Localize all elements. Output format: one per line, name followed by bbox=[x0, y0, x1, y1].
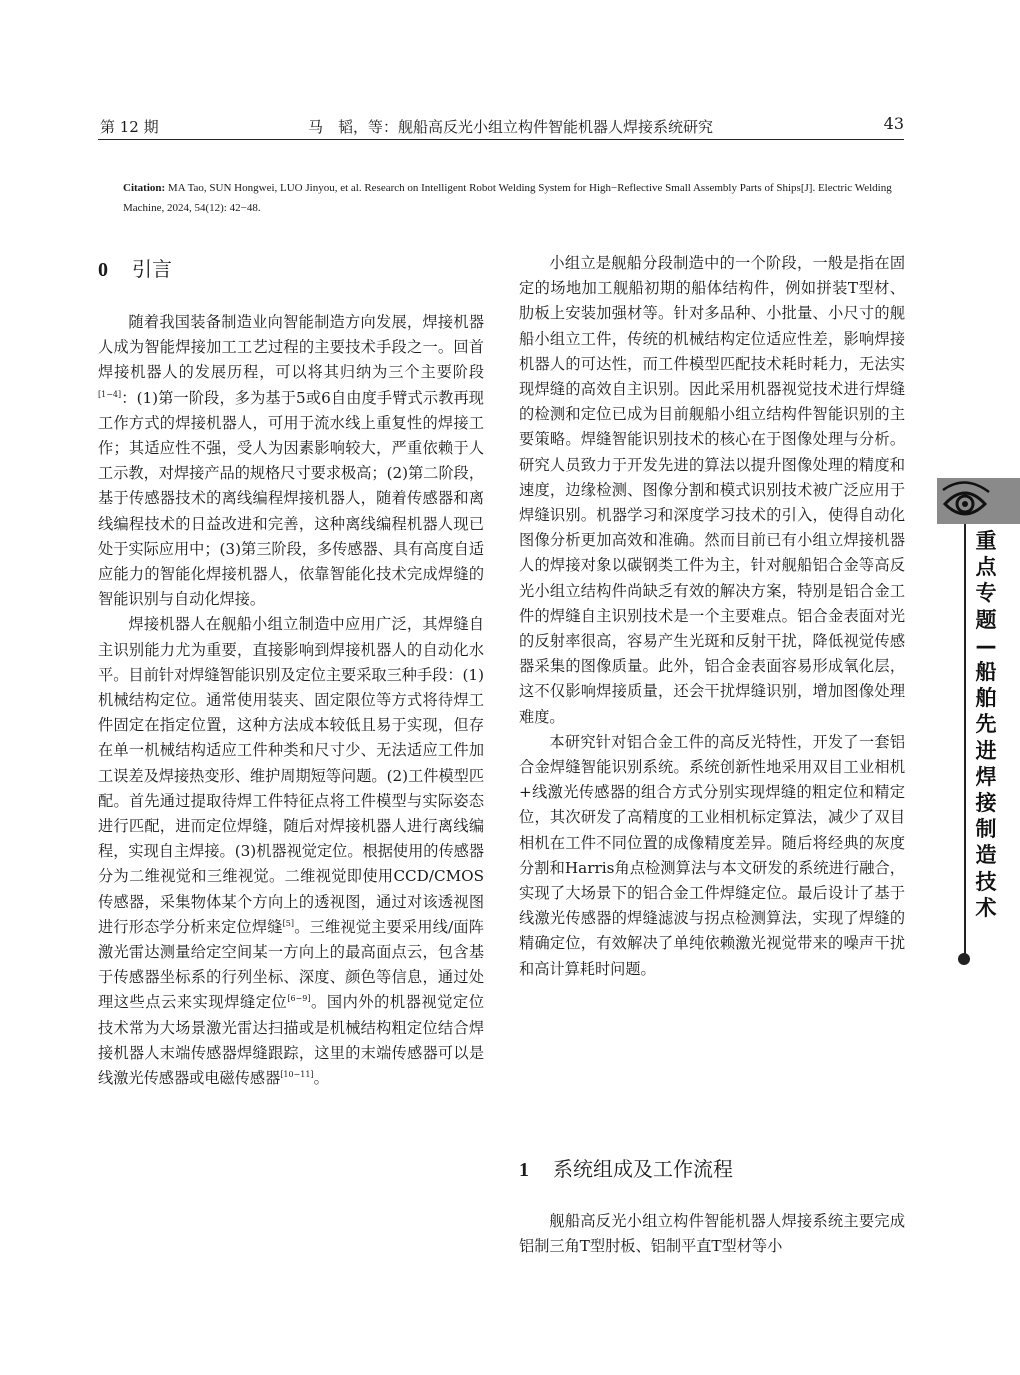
paragraph: 舰船高反光小组立构件智能机器人焊接系统主要完成铝制三角T型肘板、铝制平直T型材等小 bbox=[519, 1212, 905, 1256]
citation-ref: [10−11] bbox=[280, 1070, 314, 1080]
side-label-char: 焊 bbox=[975, 764, 997, 789]
paragraph: 小组立是舰船分段制造中的一个阶段，一般是指在固定的场地加工舰船初期的船体结构件，例如拼装T型材、肋板上安装加强材等。针对多品种、小批量、小尺寸的舰船小组立工件，传统的机械结构定位适应性差，影响焊接机器人的可达性，而工件模型匹配技术耗时耗力，无法实现焊缝的高效自主识别。因此采用机器视觉技术进行焊缝的检测和定位已成为目前舰船小组立结构件智能识别的主要策略。焊缝智能识别技术的核心在于图像处理与分析。研究人员致力于开发先进的算法以提升图像处理的精度和速度，边缘检测、图像分割和模式识别技术被广泛应用于焊缝识别。机器学习和深度学习技术的引入，使得自动化图像分析更加高效和准确。然而目前已有小组立焊接机器人的焊接对象以碳钢类工件为主，针对舰船铝合金等高反光小组立结构件尚缺乏有效的解决方案，特别是铝合金工件的焊缝自主识别技术是一个主要难点。铝合金表面对光的反射率很高，容易产生光斑和反射干扰，降低视觉传感器采集的图像质量。此外，铝合金表面容易形成氧化层，这不仅影响焊接质量，还会干扰焊缝识别，增加图像处理难度。 bbox=[519, 254, 905, 726]
paragraph-text: 。国内外的机器视觉定位技术常为大场景激光雷达扫描或是机械结构粗定位结合焊接机器人末端传感器焊缝跟踪，这里的末端传感器可以是线激光传感器或电磁传感器 bbox=[98, 993, 485, 1088]
side-label-char: 制 bbox=[975, 817, 997, 842]
left-column bbox=[98, 310, 484, 1091]
side-label-char: 题 bbox=[975, 607, 997, 632]
section-number: 1 bbox=[519, 1159, 529, 1181]
paragraph bbox=[98, 612, 484, 1091]
running-title: 马 韬，等：舰船高反光小组立构件智能机器人焊接系统研究 bbox=[308, 118, 714, 136]
side-label-char: 先 bbox=[975, 712, 997, 737]
eye-icon bbox=[937, 478, 1020, 524]
right-column bbox=[519, 251, 905, 982]
side-label-char: 技 bbox=[975, 869, 997, 894]
paragraph-text: ：(1)第一阶段，多为基于5或6自由度手臂式示教再现工作方式的焊接机器人，可用于流水线上重复性的焊接工作；其适应性不强，受人为因素影响较大，严重依赖于人工示教，对焊接产品的规格尺寸要求极高；(2)第二阶段，基于传感器技术的离线编程焊接机器人，随着传感器和离线编程技术的日益改进和完善，这种离线编程机器人现已处于实际应用中；(3)第三阶段，多传感器、具有高度自适应能力的智能化焊接机器人，依靠智能化技术完成焊缝的智能识别与自动化焊接。 bbox=[98, 388, 485, 609]
paragraph: 本研究针对铝合金工件的高反光特性，开发了一套铝合金焊缝智能识别系统。系统创新性地采用双目工业相机+线激光传感器的组合方式分别实现焊缝的粗定位和精定位，其次研发了高精度的工业相机标定算法，减少了双目相机在工件不同位置的成像精度差异。随后将经典的灰度分割和Harris角点检测算法与本文研发的系统进行融合，实现了大场景下的铝合金工件焊缝定位。最后设计了基于线激光传感器的焊缝滤波与拐点检测算法，实现了焊缝的精确定位，有效解决了单纯依赖激光视觉带来的噪声干扰和高计算耗时问题。 bbox=[519, 732, 905, 978]
page-number: 43 bbox=[883, 114, 904, 133]
citation-ref: [5] bbox=[282, 918, 295, 928]
side-tab bbox=[937, 478, 1020, 524]
paragraph-text: 。 bbox=[313, 1069, 329, 1088]
paragraph-text: 。三维视觉主要采用线/面阵激光雷达测量给定空间某一方向上的最高面点云，包含基于传感器坐标系的行列坐标、深度、颜色等信息，通过处理这些点云来实现焊缝定位 bbox=[98, 917, 484, 1012]
side-label-char: 进 bbox=[975, 738, 997, 763]
side-dot bbox=[958, 953, 970, 965]
paragraph bbox=[98, 310, 484, 612]
section-title: 系统组成及工作流程 bbox=[553, 1157, 733, 1181]
side-label-char: 点 bbox=[975, 555, 997, 580]
citation-ref: [1−4] bbox=[98, 389, 122, 399]
paragraph-text: 焊接机器人在舰船小组立制造中应用广泛，其焊缝自主识别能力尤为重要，直接影响到焊接机器人的自动化水平。目前针对焊缝智能识别及定位主要采取三种手段：(1)机械结构定位。通常使用装夹、固定限位等方式将待焊工件固定在指定位置，这种方法成本较低且易于实现，但存在单一机械结构适应工件种类和尺寸少、无法适应工件加工误差及焊接热变形、维护周期短等问题。(2)工件模型匹配。首先通过提取待焊工件特征点将工件模型与实际姿态进行匹配，进而定位焊缝，随后对焊接机器人进行离线编程，实现自主焊接。(3)机器视觉定位。根据使用的传感器分为二维视觉和三维视觉。二维视觉即使用CCD/CMOS传感器，采集物体某个方向上的透视图，通过对该透视图进行形态学分析来定位焊缝 bbox=[98, 615, 485, 936]
side-label-char: 造 bbox=[975, 843, 997, 868]
citation bbox=[123, 178, 903, 218]
side-label-char: — bbox=[975, 633, 997, 658]
header-rule bbox=[98, 139, 904, 140]
section1-body bbox=[519, 1209, 905, 1259]
side-label bbox=[966, 528, 1006, 921]
running-header bbox=[100, 116, 904, 140]
section-number: 0 bbox=[98, 259, 108, 281]
section-title: 引言 bbox=[132, 257, 172, 281]
side-label-char: 专 bbox=[975, 581, 997, 606]
section-heading-system bbox=[519, 1153, 733, 1182]
issue-number: 第 12 期 bbox=[100, 118, 159, 136]
paragraph-text: 随着我国装备制造业向智能制造方向发展，焊接机器人成为智能焊接加工工艺过程的主要技术手段之一。回首焊接机器人的发展历程，可以将其归纳为三个主要阶段 bbox=[98, 313, 484, 382]
side-label-char: 接 bbox=[975, 791, 997, 816]
section-heading-intro bbox=[98, 253, 172, 282]
side-label-char: 船 bbox=[975, 660, 997, 685]
side-label-char: 舶 bbox=[975, 686, 997, 711]
side-label-char: 术 bbox=[975, 895, 997, 920]
citation-label: Citation: bbox=[123, 182, 166, 194]
citation-ref: [6−9] bbox=[287, 994, 311, 1004]
side-label-char: 重 bbox=[975, 529, 997, 553]
citation-text: MA Tao, SUN Hongwei, LUO Jinyou, et al. Research on Intelligent Robot Welding System for High−Reflective Small Assembly Parts of Ships[J]. Electric Welding Machine, 2024, 54(12): 42−48. bbox=[123, 182, 892, 214]
